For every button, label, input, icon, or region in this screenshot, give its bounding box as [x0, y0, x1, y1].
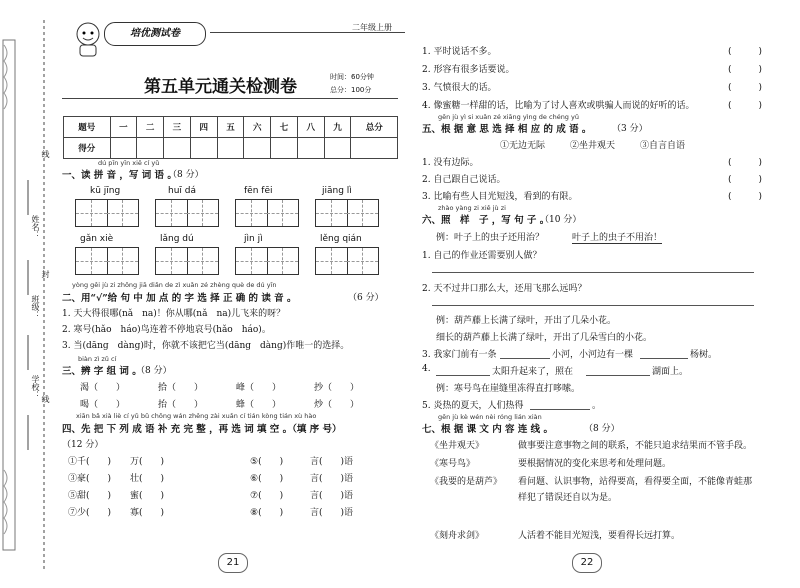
score-cell[interactable] — [244, 138, 271, 159]
page-title: 第五单元通关检测卷 — [144, 77, 297, 97]
s6-title: 六、照 样 子 ，写 句 子 。 — [422, 215, 550, 226]
s5-option: ②坐井观天 — [570, 141, 616, 151]
s6-question: 3. 我家门前有一条 — [422, 350, 497, 360]
title-rule — [62, 98, 398, 99]
s4-cell[interactable]: 言( )语 — [310, 508, 354, 518]
s7-moral[interactable]: 样犯了错误还自以为是。 — [518, 493, 618, 503]
writing-grid[interactable] — [155, 247, 219, 275]
score-cell[interactable] — [297, 138, 324, 159]
score-cell[interactable] — [271, 138, 298, 159]
s2-score: （6 分） — [348, 293, 384, 303]
page-number-right: 22 — [572, 553, 602, 573]
answer-paren[interactable]: ( ) — [728, 65, 763, 75]
s7-book[interactable]: 《坐井观天》 — [430, 441, 485, 451]
s4-meaning: 3. 气愤很大的话。 — [422, 83, 497, 93]
score-header-cell: 题号 — [64, 117, 111, 138]
s7-score: （8 分） — [584, 424, 620, 434]
s4-cell[interactable]: ③豪( ) — [68, 474, 112, 484]
s1-pinyin: dú pīn yīn xiě cí yǔ — [98, 159, 160, 167]
answer-paren[interactable]: ( ) — [728, 101, 763, 111]
s4-cell[interactable]: ⑧( ) — [250, 508, 284, 518]
s6-question: 太阳升起来了，照在 — [492, 367, 574, 377]
s6-example: 例：寒号鸟在崖缝里冻得直打哆嗦。 — [436, 384, 581, 394]
score-table-row — [64, 138, 398, 159]
s6-question: 杨树。 — [690, 350, 718, 360]
answer-line[interactable] — [500, 358, 550, 359]
s6-example-answer: 叶子上的虫子不用治！ — [572, 230, 662, 244]
pinyin-prompt: huī dá — [168, 186, 196, 196]
binding-strip — [0, 0, 56, 585]
score-cell[interactable] — [324, 138, 351, 159]
writing-grid[interactable] — [235, 247, 299, 275]
s4-cell[interactable]: ⑥( ) — [250, 474, 284, 484]
s4-title: 四、先 把 下 列 成 语 补 充 完 整 ，再 选 词 填 空 。（填 序 号） — [62, 424, 342, 435]
s4-cell[interactable]: 言( )语 — [310, 474, 354, 484]
s5-option: ③自言自语 — [640, 141, 686, 151]
s5-option: ①无边无际 — [500, 141, 546, 151]
s1-score: （8 分） — [168, 170, 204, 180]
s2-title: 二、用“√”给 句 中 加 点 的 字 选 择 正 确 的 读 音 。 — [62, 293, 297, 304]
binding-marker-seal: 封 — [41, 270, 50, 278]
s4-cell[interactable]: 壮( ) — [130, 474, 165, 484]
score-table-header-row — [64, 117, 398, 138]
score-header-cell: 六 — [244, 117, 271, 138]
writing-grid[interactable] — [155, 199, 219, 227]
pinyin-prompt: lǎng dú — [160, 234, 194, 244]
writing-grid[interactable] — [315, 199, 379, 227]
score-cell[interactable] — [164, 138, 191, 159]
score-header-cell: 四 — [190, 117, 217, 138]
total-score-label: 总分：100分 — [330, 86, 372, 94]
s3-title: 三、辨 字 组 词 。 — [62, 366, 142, 377]
pinyin-prompt: kū jīng — [90, 186, 121, 196]
s6-pinyin: zhào yàng zi xiě jù zi — [438, 204, 506, 212]
score-header-cell: 八 — [297, 117, 324, 138]
score-row-label: 得分 — [64, 138, 111, 159]
s7-book[interactable]: 《我要的是葫芦》 — [430, 477, 503, 487]
answer-paren[interactable]: ( ) — [728, 47, 763, 57]
s4-meaning: 2. 形容有很多话要说。 — [422, 65, 515, 75]
s4-score: （12 分） — [62, 440, 104, 450]
mascot-icon — [68, 18, 108, 58]
s5-pinyin: gēn jù yì si xuǎn zé xiāng yìng de chéng yǔ — [438, 113, 579, 121]
s3-cell[interactable]: 峰（ ） — [236, 383, 282, 393]
s2-item[interactable]: 2. 寒号(hǎo háo)鸟连着不停地哀号(hǎo háo)。 — [62, 325, 271, 335]
s6-question: 2. 天不过井口那么大，还用飞那么远吗？ — [422, 284, 587, 294]
score-table — [63, 116, 398, 159]
s7-moral[interactable]: 看问题、认识事物，站得要高，看得要全面，不能像青蛙那 — [518, 477, 753, 487]
s7-moral[interactable]: 人活着不能目光短浅，要看得长远打算。 — [518, 531, 681, 541]
page-number-left: 21 — [218, 553, 248, 573]
writing-grid[interactable] — [75, 247, 139, 275]
s3-cell[interactable]: 抄（ ） — [314, 383, 360, 393]
score-cell[interactable] — [137, 138, 164, 159]
answer-line[interactable] — [436, 375, 490, 376]
s3-cell[interactable]: 渴（ ） — [80, 383, 126, 393]
answer-paren[interactable]: ( ) — [728, 175, 763, 185]
answer-line[interactable] — [586, 375, 650, 376]
s4-cell[interactable]: 蜜( ) — [130, 491, 165, 501]
answer-line[interactable] — [640, 358, 688, 359]
binding-label-class: 班级： — [31, 295, 40, 319]
s4-meaning: 4. 像蜜糖一样甜的话，比喻为了讨人喜欢或哄骗人而说的好听的话。 — [422, 101, 695, 111]
time-label: 时间：60分钟 — [330, 73, 374, 81]
s6-question: 小河，小河边有一棵 — [552, 350, 634, 360]
s4-meaning: 1. 平时说话不多。 — [422, 47, 497, 57]
s6-question: 1. 自己的作业还需要别人做？ — [422, 251, 542, 261]
s7-moral[interactable]: 要根据情况的变化来思考和处理问题。 — [518, 459, 672, 469]
pinyin-prompt: lěng qián — [320, 234, 362, 244]
s3-score: （8 分） — [136, 366, 172, 376]
score-header-cell: 一 — [110, 117, 137, 138]
score-header-cell: 五 — [217, 117, 244, 138]
s5-item: 2. 自己跟自己说话。 — [422, 175, 506, 185]
binding-marker-secret: 线 — [41, 395, 50, 403]
score-header-cell: 九 — [324, 117, 351, 138]
s5-item: 3. 比喻有些人目光短浅，看到的有限。 — [422, 192, 578, 202]
score-header-cell: 总分 — [351, 117, 398, 138]
binding-label-school: 学校： — [31, 375, 40, 399]
s3-cell[interactable]: 拾（ ） — [158, 383, 204, 393]
s3-cell[interactable]: 抬（ ） — [158, 400, 204, 410]
s2-pinyin: yòng gěi jù zi zhōng jiā diǎn de zì xuǎn zé zhèng què de dú yīn — [72, 281, 277, 289]
score-header-cell: 二 — [137, 117, 164, 138]
s4-cell[interactable]: ⑦少( ) — [68, 508, 112, 518]
binding-marker-line: 线 — [41, 150, 50, 158]
writing-grid[interactable] — [75, 199, 139, 227]
answer-paren[interactable]: ( ) — [728, 83, 763, 93]
logo-text: 培优测试卷 — [104, 22, 206, 46]
answer-line[interactable] — [432, 305, 754, 306]
answer-line[interactable] — [530, 409, 590, 410]
s4-cell[interactable]: ①千( ) — [68, 457, 112, 467]
s4-cell[interactable]: 言( )语 — [310, 457, 354, 467]
s4-pinyin: xiān bǎ xià liè cí yǔ bǔ chōng wán zhěng zài xuǎn cí tián kòng tián xù hào — [76, 412, 317, 420]
s6-score: （10 分） — [540, 215, 582, 225]
s3-cell[interactable]: 炒（ ） — [314, 400, 360, 410]
s6-question: 。 — [592, 401, 602, 411]
s4-cell[interactable]: 万( ) — [130, 457, 165, 467]
answer-paren[interactable]: ( ) — [728, 158, 763, 168]
s4-cell[interactable]: ⑤甜( ) — [68, 491, 112, 501]
pinyin-prompt: gǎn xiè — [80, 234, 114, 244]
s6-question: 5. 炎热的夏天，人们热得 — [422, 401, 524, 411]
answer-paren[interactable]: ( ) — [728, 192, 763, 202]
s4-cell[interactable]: ⑦( ) — [250, 491, 284, 501]
s1-title: 一、读 拼 音 ，写 词 语 。 — [62, 170, 177, 181]
s3-cell[interactable]: 喝（ ） — [80, 400, 126, 410]
s6-example: 例：叶子上的虫子还用治？ — [436, 233, 545, 243]
grade-label: 二年级上册 — [352, 23, 392, 32]
score-cell[interactable] — [217, 138, 244, 159]
s5-title: 五、根 据 意 思 选 择 相 应 的 成 语 。 — [422, 124, 592, 135]
pinyin-prompt: jiāng lì — [322, 186, 352, 196]
s4-cell[interactable]: 寡( ) — [130, 508, 165, 518]
s5-item: 1. 没有边际。 — [422, 158, 479, 168]
s6-question: 4. — [422, 364, 431, 374]
s7-title: 七、根 据 课 文 内 容 连 线 。 — [422, 424, 553, 435]
writing-grid[interactable] — [315, 247, 379, 275]
s3-pinyin: biàn zì zǔ cí — [78, 355, 117, 363]
s6-example: 细长的葫芦藤上长满了绿叶，开出了几朵雪白的小花。 — [436, 333, 653, 343]
s7-pinyin: gēn jù kè wén nèi róng lián xiàn — [438, 413, 542, 421]
s6-example: 例：葫芦藤上长满了绿叶，开出了几朵小花。 — [436, 316, 617, 326]
score-cell[interactable] — [110, 138, 137, 159]
s4-cell[interactable]: 言( )语 — [310, 491, 354, 501]
score-header-cell: 七 — [271, 117, 298, 138]
s5-score: （3 分） — [612, 124, 648, 134]
score-cell[interactable] — [190, 138, 217, 159]
score-header-cell: 三 — [164, 117, 191, 138]
pinyin-prompt: fēn fēi — [244, 186, 273, 196]
s2-item[interactable]: 3. 当(dāng dàng)时，你就不该把它当(dāng dàng)作唯一的选择。 — [62, 341, 350, 351]
s7-book[interactable]: 《寒号鸟》 — [430, 459, 476, 469]
pinyin-prompt: jìn jì — [244, 234, 263, 244]
s7-moral[interactable]: 做事要注意事物之间的联系，不能只追求结果而不管手段。 — [518, 441, 753, 451]
s6-question: 湖面上。 — [652, 367, 689, 377]
binding-label-name: 姓名： — [31, 215, 40, 239]
writing-grid[interactable] — [235, 199, 299, 227]
s2-item[interactable]: 1. 天大得很哪(nǎ na)！你从哪(nǎ na)儿飞来的呀？ — [62, 309, 286, 319]
s4-cell[interactable]: ⑤( ) — [250, 457, 284, 467]
binding-decoration — [0, 0, 56, 585]
s7-book[interactable]: 《刻舟求剑》 — [430, 531, 485, 541]
answer-line[interactable] — [432, 272, 754, 273]
score-cell[interactable] — [351, 138, 398, 159]
s3-cell[interactable]: 蜂（ ） — [236, 400, 282, 410]
